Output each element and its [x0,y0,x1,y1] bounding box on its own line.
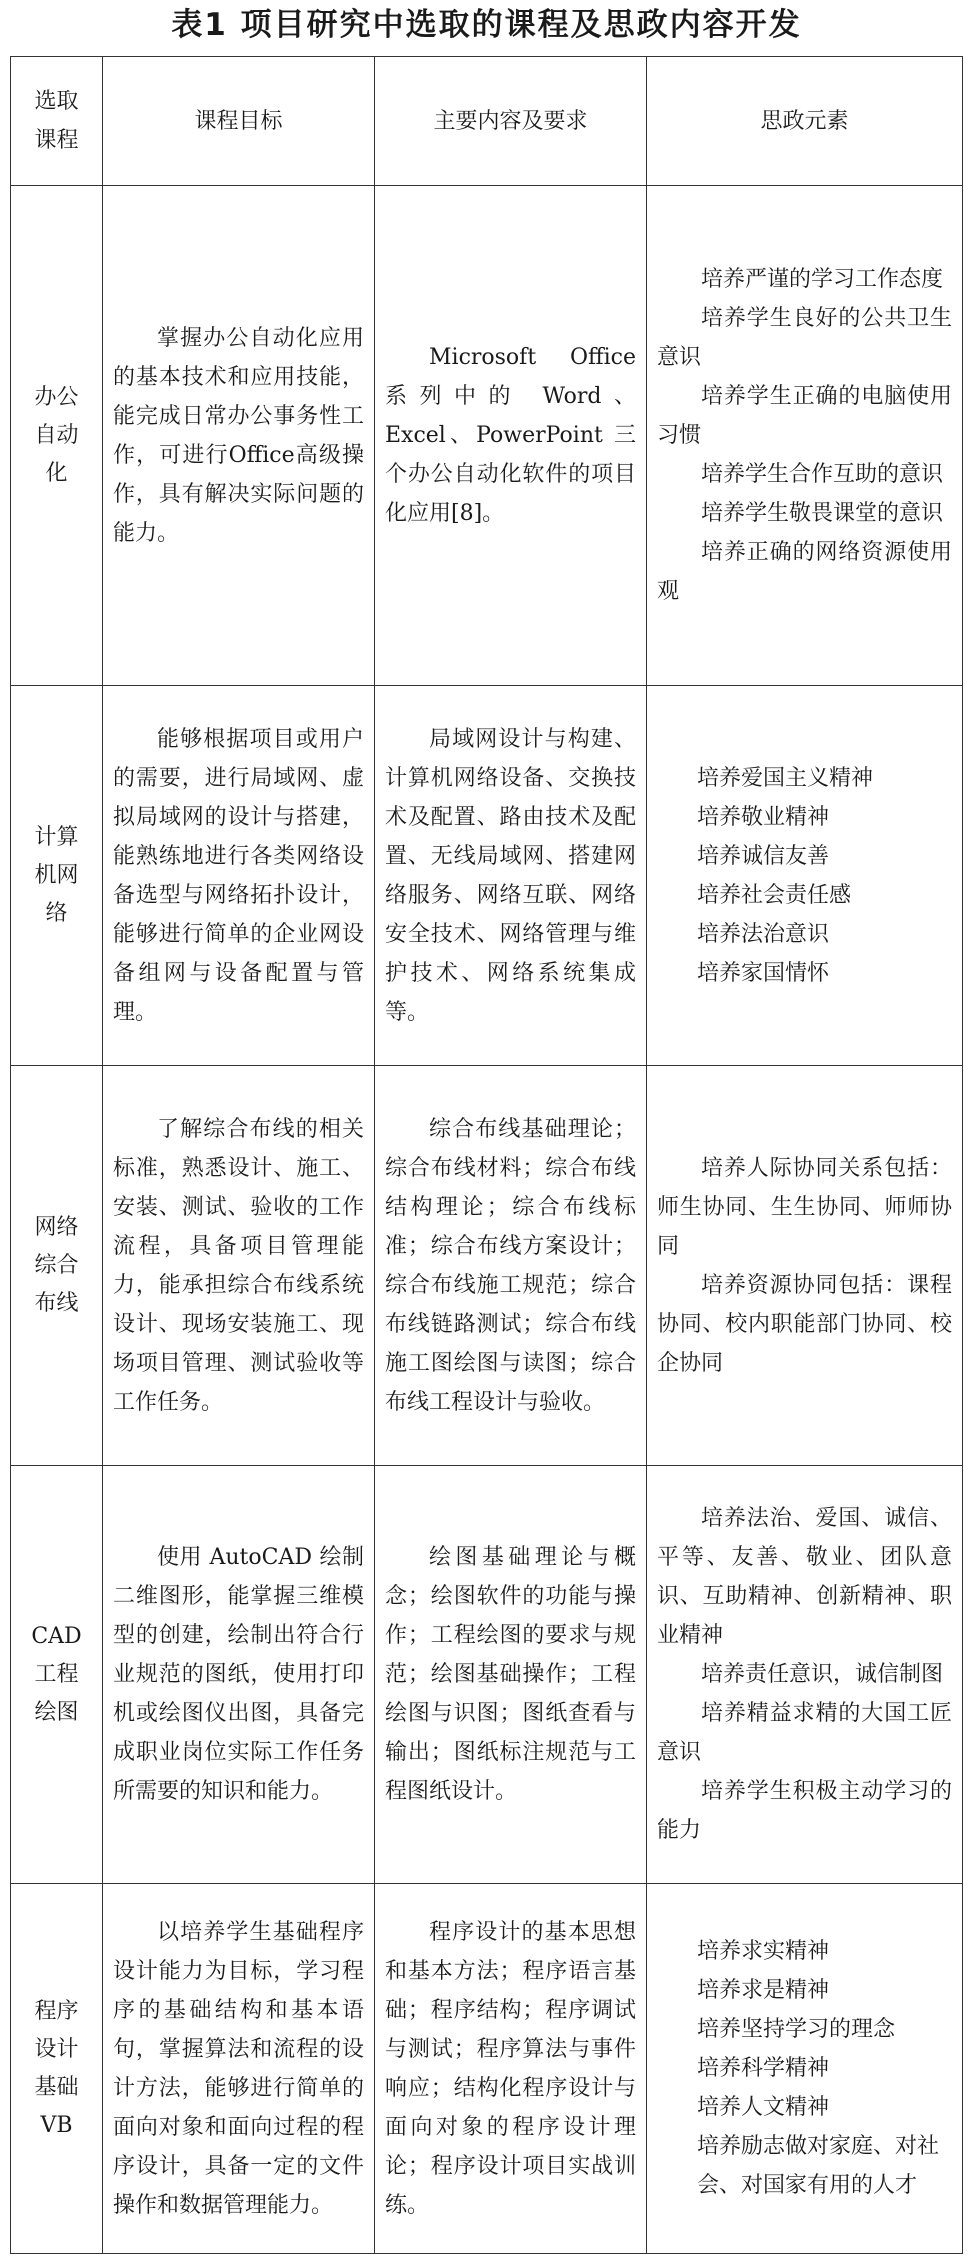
ideology-element: 培养科学精神 [697,2056,830,2081]
ideology-element: 培养法治意识 [697,921,830,947]
ideology-element: 培养爱国主义精神 [697,765,874,791]
table-row [11,1884,963,2254]
ideology-element: 培养学生合作互助的意识 [701,462,944,487]
course-content: 局域网设计与构建、计算机网络设备、交换技术及配置、路由技术及配置、无线局域网、搭建网络服务、网络互联、网络安全技术、网络管理与维护技术、网络系统集成等。 [385,726,636,1025]
header-goal: 课程目标 [103,57,375,186]
course-table [10,56,963,2254]
ideology-element: 培养敬业精神 [697,804,830,830]
ideology-element: 培养人文精神 [697,2095,830,2120]
table-title: 表1 项目研究中选取的课程及思政内容开发 [171,7,802,43]
header-row [11,57,963,186]
course-goal: 以培养学生基础程序设计能力为目标，学习程序的基础结构和基本语句，掌握算法和流程的设计方法，能够进行简单的面向对象和面向过程的程序设计，具备一定的文件操作和数据管理能力。 [113,1919,364,2218]
ideology-elements [647,1066,963,1466]
ideology-element: 培养诚信友善 [697,843,830,869]
course-content: 综合布线基础理论；综合布线材料；综合布线结构理论；综合布线标准；综合布线方案设计；综合布线施工规范；综合布线链路测试；综合布线施工图绘图与读图；综合布线工程设计与验收。 [385,1116,636,1415]
course-goal: 掌握办公自动化应用的基本技术和应用技能，能完成日常办公事务性工作，可进行Office高级操作，具有解决实际问题的能力。 [113,325,364,546]
ideology-element: 培养学生正确的电脑使用习惯 [657,384,952,448]
course-goal: 使用 AutoCAD 绘制二维图形，能掌握三维模型的创建，绘制出符合行业规范的图纸，使用打印机或绘图仪出图，具备完成职业岗位实际工作任务所需要的知识和能力。 [113,1545,364,1804]
header-content: 主要内容及要求 [375,57,647,186]
course-content: Microsoft Office 系列中的 Word、Excel、PowerPoint 三个办公自动化软件的项目化应用[8]。 [385,345,636,526]
ideology-element: 培养法治、爱国、诚信、平等、友善、敬业、团队意识、互助精神、创新精神、职业精神 [657,1506,952,1648]
ideology-element: 培养精益求精的大国工匠意识 [657,1701,952,1765]
table-row [11,1466,963,1884]
ideology-elements [647,186,963,686]
ideology-element: 培养学生积极主动学习的能力 [657,1779,952,1843]
ideology-element: 培养求是精神 [697,1978,830,2003]
ideology-element: 培养社会责任感 [697,882,852,908]
ideology-element: 培养学生良好的公共卫生意识 [657,306,952,370]
ideology-element: 培养正确的网络资源使用观 [657,540,952,604]
header-course: 选取课程 [11,57,103,186]
course-name: 网络综合布线 [11,1066,103,1466]
table-row [11,1066,963,1466]
ideology-elements [647,1466,963,1884]
course-content: 程序设计的基本思想和基本方法；程序语言基础；程序结构；程序调试与测试；程序算法与事件响应；结构化程序设计与面向对象的程序设计理论；程序设计项目实战训练。 [385,1919,636,2218]
course-name: 办公自动化 [11,186,103,686]
ideology-element: 培养人际协同关系包括：师生协同、生生协同、师师协同 [657,1155,952,1259]
ideology-element: 培养家国情怀 [697,960,830,986]
course-goal: 能够根据项目或用户的需要，进行局域网、虚拟局域网的设计与搭建，能熟练地进行各类网络设备选型与网络拓扑设计，能够进行简单的企业网设备组网与设备配置与管理。 [113,726,364,1025]
course-content: 绘图基础理论与概念；绘图软件的功能与操作；工程绘图的要求与规范；绘图基础操作；工程绘图与识图；图纸查看与输出；图纸标注规范与工程图纸设计。 [385,1545,636,1804]
ideology-elements [647,1884,963,2254]
table-row [11,686,963,1066]
ideology-element: 培养责任意识，诚信制图 [701,1662,944,1687]
ideology-element: 培养严谨的学习工作态度 [701,267,944,292]
course-goal: 了解综合布线的相关标准，熟悉设计、施工、安装、测试、验收的工作流程，具备项目管理能力，能承担综合布线系统设计、现场安装施工、现场项目管理、测试验收等工作任务。 [113,1116,364,1415]
course-name: 程序设计基础VB [11,1884,103,2254]
course-name: CAD工程绘图 [11,1466,103,1884]
course-name: 计算机网络 [11,686,103,1066]
ideology-element: 培养求实精神 [697,1939,830,1964]
header-elements: 思政元素 [647,57,963,186]
ideology-elements [647,686,963,1066]
ideology-element: 培养资源协同包括：课程协同、校内职能部门协同、校企协同 [657,1272,952,1376]
ideology-element: 培养学生敬畏课堂的意识 [701,501,944,526]
ideology-element: 培养坚持学习的理念 [697,2017,896,2042]
ideology-element: 培养励志做对家庭、对社会、对国家有用的人才 [697,2134,940,2198]
table-row [11,186,963,686]
